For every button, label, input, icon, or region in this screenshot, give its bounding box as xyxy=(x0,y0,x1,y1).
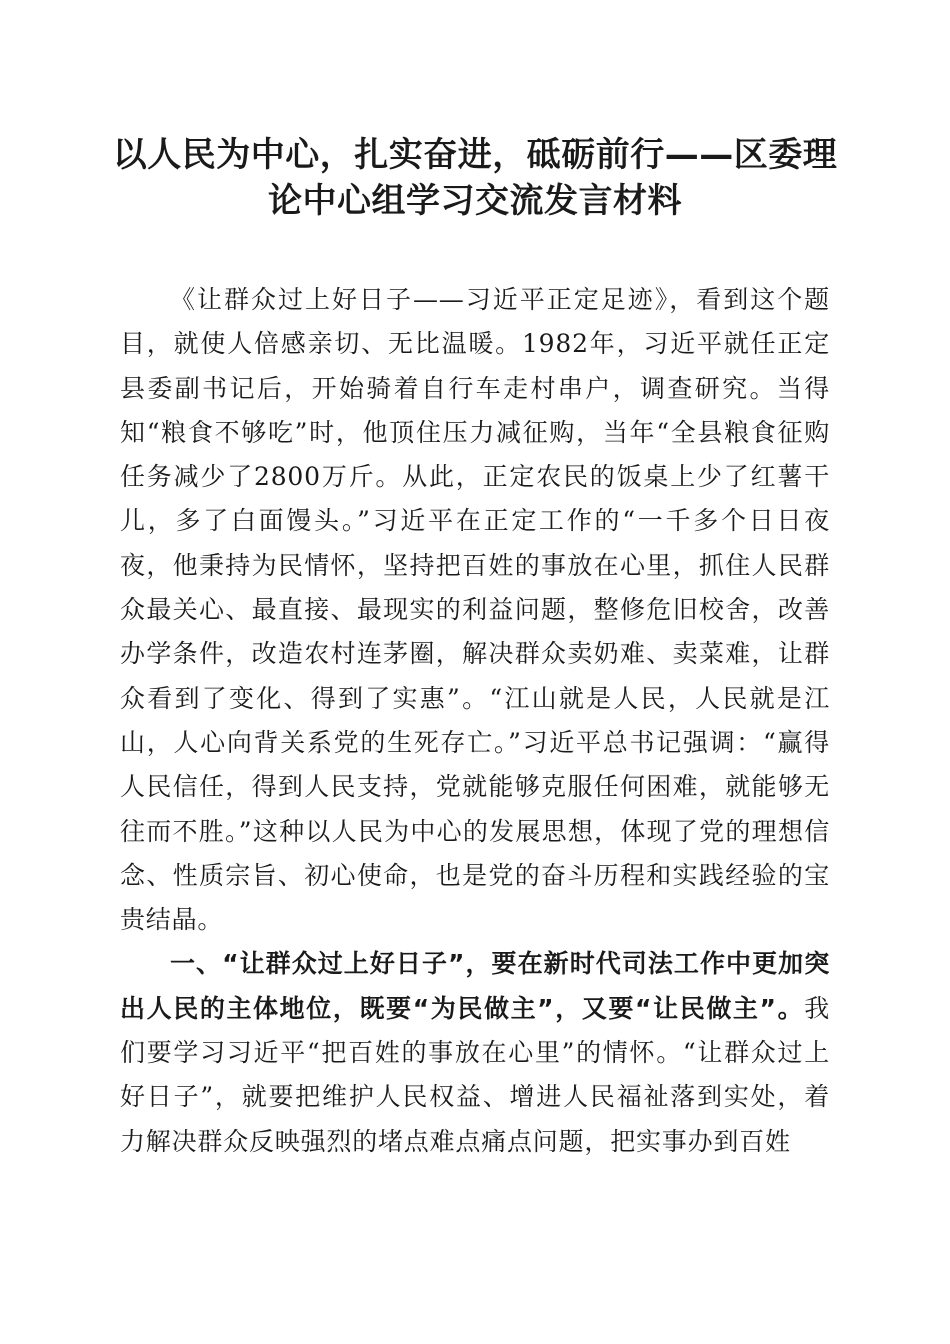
document-title: 以人民为中心，扎实奋进，砥砺前行——区委理论中心组学习交流发言材料 xyxy=(112,135,838,221)
section-heading: 一、“让群众过上好日子”，要在新时代司法工作中更加突出人民的主体地位，既要“为民做主”，又要“让民做主”。 xyxy=(120,949,830,1023)
paragraph-intro: 《让群众过上好日子——习近平正定足迹》，看到这个题目，就使人倍感亲切、无比温暖。1982年，习近平就任正定县委副书记后，开始骑着自行车走村串户，调查研究。当得知“粮食不够吃”时，他顶住压力减征购，当年“全县粮食征购任务减少了2800万斤。从此，正定农民的饭桌上少了红薯干儿，多了白面馒头。”习近平在正定工作的“一千多个日日夜夜，他秉持为民情怀，坚持把百姓的事放在心里，抓住人民群众最关心、最直接、最现实的利益问题，整修危旧校舍，改善办学条件，改造农村连茅圈，解决群众卖奶难、卖菜难，让群众看到了变化、得到了实惠”。“江山就是人民，人民就是江山，人心向背关系党的生死存亡。”习近平总书记强调：“赢得人民信任，得到人民支持，党就能够克服任何困难，就能够无往而不胜。”这种以人民为中心的发展思想，体现了党的理想信念、性质宗旨、初心使命，也是党的奋斗历程和实践经验的宝贵结晶。 xyxy=(120,285,830,935)
document-body xyxy=(120,278,830,1164)
section-text: 我们要学习习近平“把百姓的事放在心里”的情怀。“让群众过上好日子”，就要把维护人民权益、增进人民福祉落到实处，着力解决群众反映强烈的堵点难点痛点问题，把实事办到百姓 xyxy=(120,993,830,1156)
paragraph-section-1 xyxy=(120,942,830,1163)
